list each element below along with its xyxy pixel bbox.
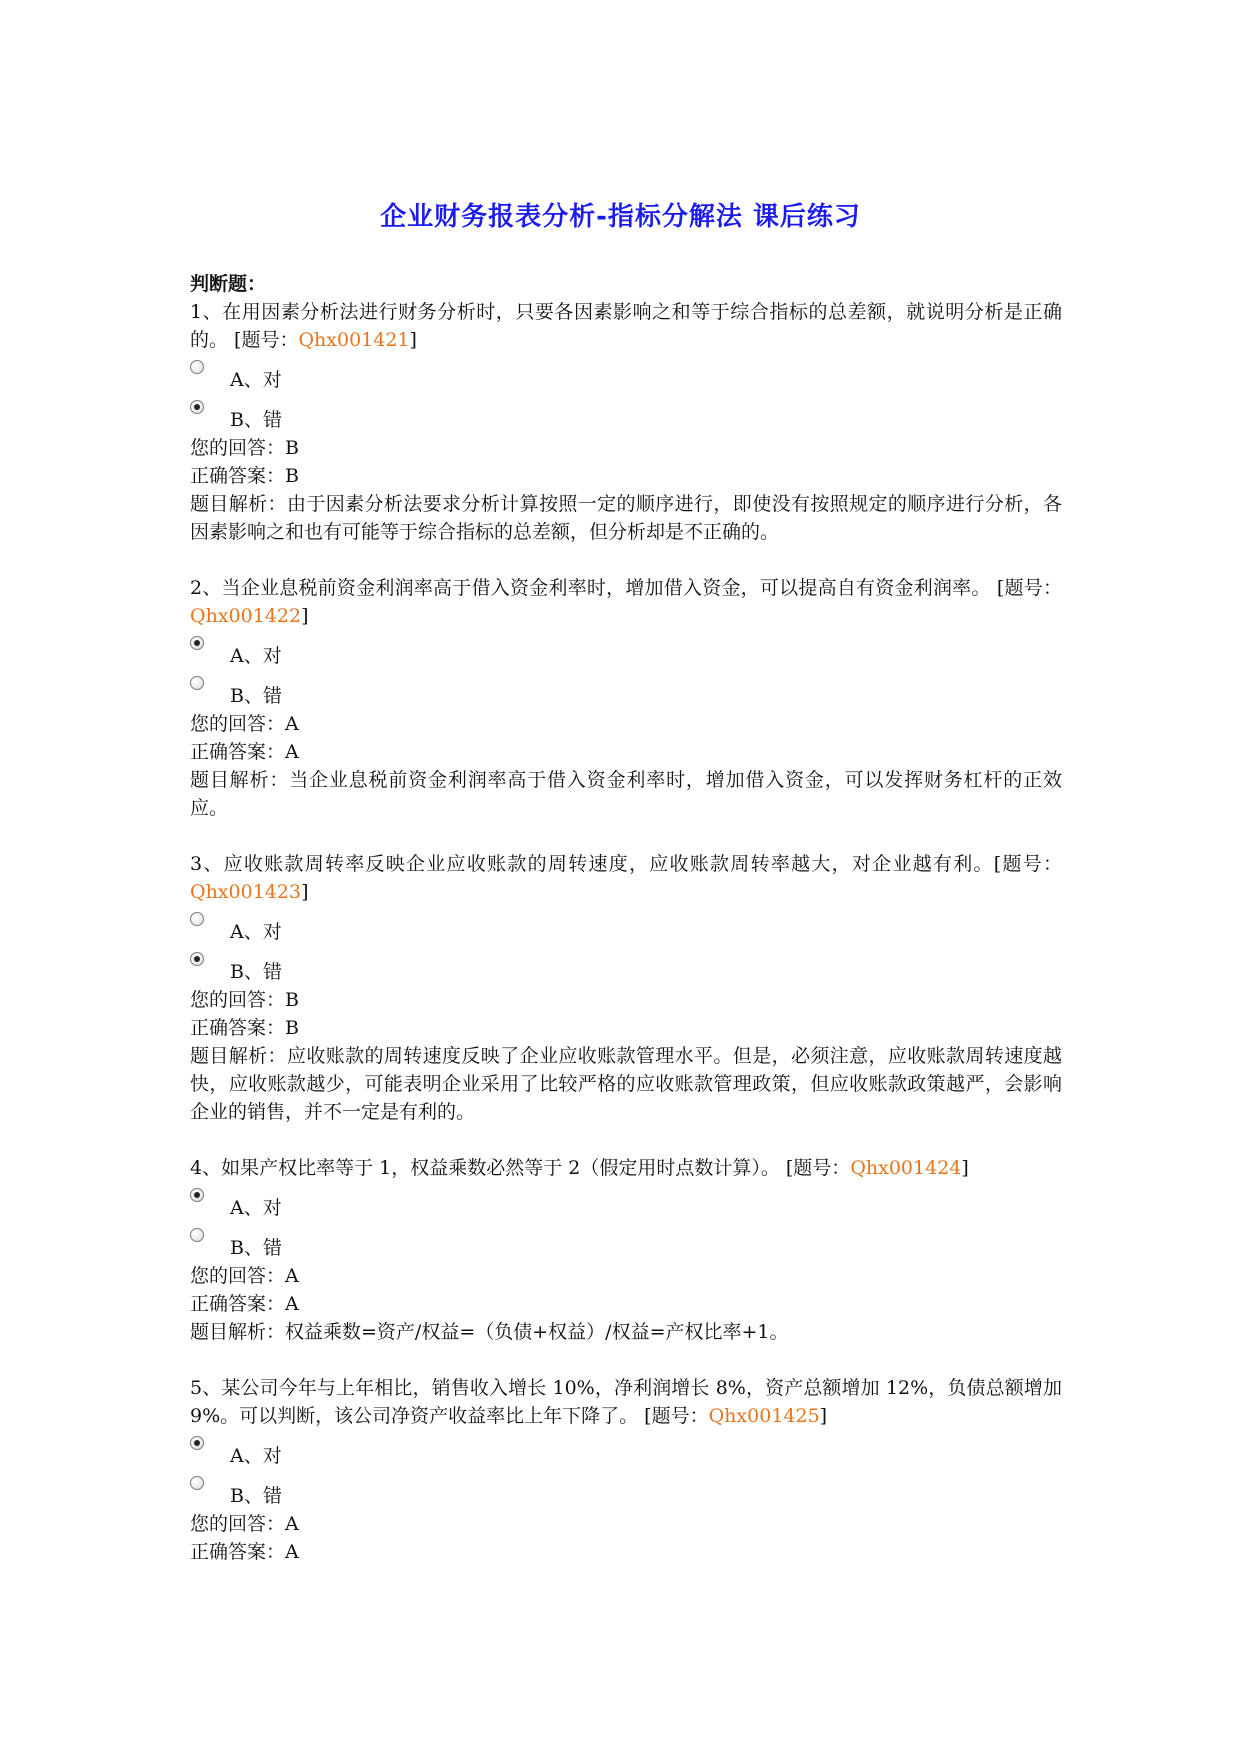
option-label: B、错 [230,961,282,983]
option-b[interactable] [190,946,1062,986]
radio-button-selected[interactable] [190,1188,204,1202]
question-id: Qhx001421 [298,329,410,351]
correct-answer: 正确答案：A [190,1293,299,1315]
correct-answer: 正确答案：B [190,465,299,487]
radio-button-selected[interactable] [190,952,204,966]
radio-button-selected[interactable] [190,400,204,414]
question-2 [190,574,1062,822]
your-answer: 您的回答：A [190,1513,299,1535]
option-label: B、错 [230,1237,282,1259]
radio-button[interactable] [190,1228,204,1242]
correct-answer: 正确答案：A [190,1541,299,1563]
option-a[interactable] [190,1430,1062,1470]
quiz-content [190,270,1062,1566]
question-3 [190,850,1062,1126]
option-a[interactable] [190,1182,1062,1222]
radio-button-selected[interactable] [190,636,204,650]
option-label: B、错 [230,1485,282,1507]
question-id: Qhx001424 [850,1157,962,1179]
explanation: 题目解析：应收账款的周转速度反映了企业应收账款管理水平。但是，必须注意，应收账款周转速度越快，应收账款越少，可能表明企业采用了比较严格的应收账款管理政策，但应收账款政策越严，会影响企业的销售，并不一定是有利的。 [190,1045,1062,1123]
option-label: A、对 [230,921,282,943]
option-label: A、对 [230,1197,282,1219]
correct-answer: 正确答案：B [190,1017,299,1039]
question-text: 3、应收账款周转率反映企业应收账款的周转速度，应收账款周转率越大，对企业越有利。[题号：Qhx001423] [190,853,1062,903]
option-a[interactable] [190,906,1062,946]
question-id: Qhx001422 [190,605,302,627]
question-4 [190,1154,1062,1346]
your-answer: 您的回答：B [190,989,299,1011]
option-label: B、错 [230,685,282,707]
radio-button[interactable] [190,676,204,690]
correct-answer: 正确答案：A [190,741,299,763]
question-1 [190,298,1062,546]
question-text: 1、在用因素分析法进行财务分析时，只要各因素影响之和等于综合指标的总差额，就说明分析是正确的。 [题号：Qhx001421] [190,301,1062,351]
question-text: 5、某公司今年与上年相比，销售收入增长 10%，净利润增长 8%，资产总额增加 12%，负债总额增加 9%。可以判断，该公司净资产收益率比上年下降了。 [题号：Qhx001425] [190,1377,1062,1427]
option-label: A、对 [230,645,282,667]
radio-button[interactable] [190,912,204,926]
explanation: 题目解析：当企业息税前资金利润率高于借入资金利率时，增加借入资金，可以发挥财务杠杆的正效应。 [190,769,1062,819]
option-b[interactable] [190,670,1062,710]
option-label: A、对 [230,1445,282,1467]
option-b[interactable] [190,394,1062,434]
option-a[interactable] [190,630,1062,670]
your-answer: 您的回答：B [190,437,299,459]
option-b[interactable] [190,1470,1062,1510]
question-5 [190,1374,1062,1566]
explanation: 题目解析：由于因素分析法要求分析计算按照一定的顺序进行，即使没有按照规定的顺序进行分析，各因素影响之和也有可能等于综合指标的总差额，但分析却是不正确的。 [190,493,1062,543]
question-text: 4、如果产权比率等于 1，权益乘数必然等于 2（假定用时点数计算）。 [题号：Qhx001424] [190,1157,969,1179]
option-a[interactable] [190,354,1062,394]
explanation: 题目解析：权益乘数=资产/权益=（负债+权益）/权益=产权比率+1。 [190,1321,789,1343]
radio-button-selected[interactable] [190,1436,204,1450]
your-answer: 您的回答：A [190,1265,299,1287]
option-label: A、对 [230,369,282,391]
radio-button[interactable] [190,1476,204,1490]
question-id: Qhx001423 [190,881,302,903]
option-b[interactable] [190,1222,1062,1262]
section-heading: 判断题： [190,273,267,295]
option-label: B、错 [230,409,282,431]
radio-button[interactable] [190,360,204,374]
question-id: Qhx001425 [708,1405,820,1427]
page-title: 企业财务报表分析-指标分解法 课后练习 [380,202,861,232]
question-text: 2、当企业息税前资金利润率高于借入资金利率时，增加借入资金，可以提高自有资金利润率。 [题号：Qhx001422] [190,577,1062,627]
your-answer: 您的回答：A [190,713,299,735]
